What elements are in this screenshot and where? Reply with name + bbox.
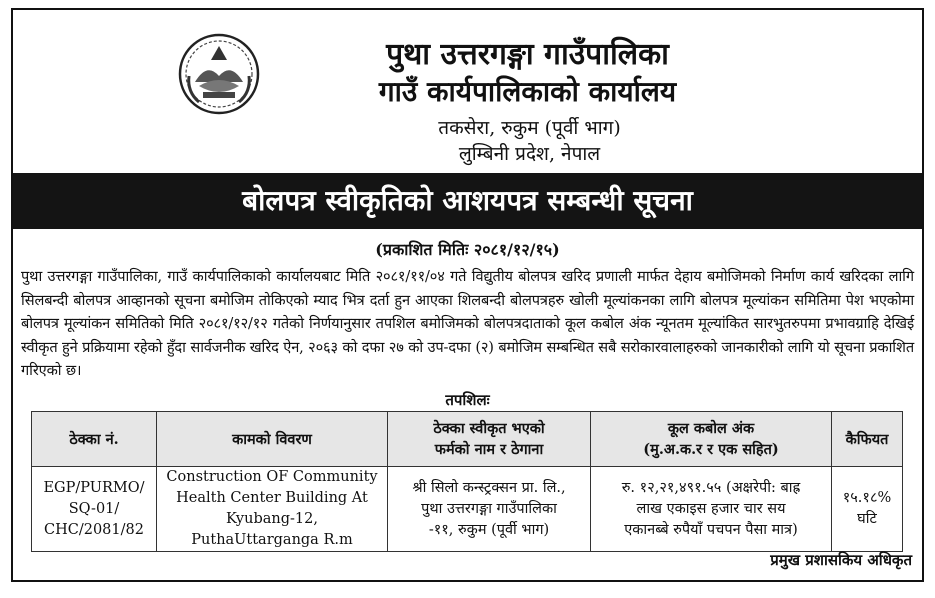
notice-page <box>11 8 924 582</box>
notice-title: बोलपत्र स्वीकृतिको आशयपत्र सम्बन्धी सूचना <box>13 173 922 229</box>
header-description: कामको विवरण <box>157 412 388 467</box>
cell-firm: श्री सिलो कन्स्ट्रक्सन प्रा. लि., पुथा उत्तरगङ्गा गाउँपालिका -११, रुकुम (पूर्वी भाग) <box>388 467 591 552</box>
header-firm: ठेक्का स्वीकृत भएको फर्मको नाम र ठेगाना <box>388 412 591 467</box>
details-label: तपशिलः <box>445 391 490 409</box>
office-name: गाउँ कार्यपालिकाको कार्यालय <box>378 75 677 108</box>
table-header-row <box>32 412 903 467</box>
address-line-2: लुम्बिनी प्रदेश, नेपाल <box>458 143 601 165</box>
award-table <box>31 411 903 552</box>
header-contract-no: ठेक्का नं. <box>32 412 157 467</box>
cell-remarks: १५.१८% घटि <box>832 467 903 552</box>
cell-amount: रु. १२,२१,४९१.५५ (अक्षरेपी: बाह्र लाख एकाइस हजार चार सय एकानब्बे रुपैयाँ पचपन पैसा मात्र) <box>591 467 832 552</box>
cell-contract-no: EGP/PURMO/ SQ-01/ CHC/2081/82 <box>32 467 157 552</box>
header-remarks: कैफियत <box>832 412 903 467</box>
notice-body: पुथा उत्तरगङ्गा गाउँपालिका, गाउँ कार्यपालिकाको कार्यालयबाट मिति २०८१/११/०४ गते विद्युतीय बोलपत्र खरिद प्रणाली मार्फत देहाय बमोजिमको निर्माण कार्य खरिदका लागि सिलबन्दी बोलपत्र आव्हानको सूचना बमोजिम तोकिएको म्याद भित्र दर्ता हुन आएका शिलबन्दी बोलपत्रहरु खोली मूल्यांकनका लागि बोलपत्र मूल्यांकन समितिमा पेश भएकोमा बोलपत्र मूल्यांकन समितिको मिति २०८१/१२/१२ गतेको निर्णयानुसार तपशिल बमोजिमको बोलपत्रदाताको कूल कबोल अंक न्यूनतम मूल्यांकित सारभुतरुपमा प्रभावग्राहि देखिई स्वीकृत हुने प्रक्रियामा रहेको हुँदा सार्वजनीक खरिद ऐन, २०६३ को दफा २७ को उप-दफा (२) बमोजिम सम्बन्धित सबै सरोकारवालाहरुको जानकारीको लागि यो सूचना प्रकाशित गरिएको छ। <box>21 268 914 379</box>
published-date: (प्रकाशित मितिः २०८१/१२/१५) <box>375 240 560 259</box>
cell-description: Construction OF Community Health Center Building At Kyubang-12, PuthaUttarganga R.m <box>157 467 388 552</box>
address-line-1: तकसेरा, रुकुम (पूर्वी भाग) <box>438 117 621 139</box>
municipality-name: पुथा उत्तरगङ्गा गाउँपालिका <box>386 37 669 72</box>
header-amount: कूल कबोल अंक (मु.अ.क.र र एक सहित) <box>591 412 832 467</box>
table-row <box>32 467 903 552</box>
signature-line: प्रमुख प्रशासकिय अधिकृत <box>770 551 912 569</box>
